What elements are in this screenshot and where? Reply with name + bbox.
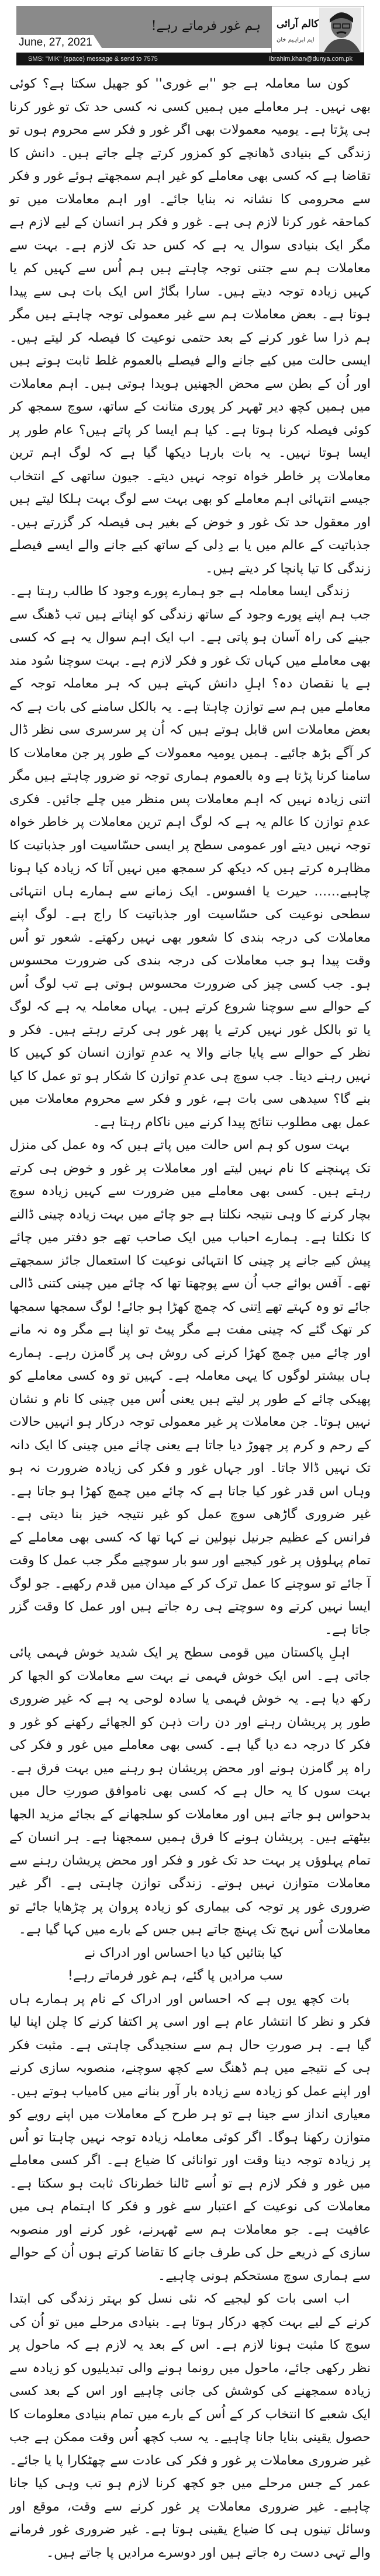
verse-line: کیا بتائیں کیا دیا احساس اور ادراک نے [84, 1945, 283, 1960]
author-name: ایم ابراہیم خان [277, 37, 315, 43]
column-brand: کالم آرائی [277, 18, 319, 30]
author-email: ibrahim.khan@dunya.com.pk [269, 55, 353, 63]
publish-date: June, 27, 2021 [19, 36, 92, 48]
column-title: ہم غور فرماتے رہے! [151, 19, 261, 33]
contact-bar [16, 53, 364, 65]
couplet [9, 1942, 371, 1988]
paragraph: بات کچھ یوں ہے کہ احساس اور ادراک کے نام پر ہمارے ہاں فکر و نظر کا انتشار عام ہے اور اسی پر اکتفا کرنے کا چلن اپنا لیا گیا ہے۔ ہر صورتِ حال ہم سے سنجیدگی چاہتی ہے۔ مثبت فکر ہی کے نتیجے میں ہم ڈھنگ سے کچھ سوچنے، منصوبہ سازی کرنے اور اپنے عمل کو زیادہ سے زیادہ بار آور بنانے میں کامیاب ہوتے ہیں۔ معیاری انداز سے جینا ہے تو ہر طرح کے معاملات میں اپنے رویے کو متوازن رکھنا ہوگا۔ اگر کوئی معاملہ زیادہ توجہ نہیں چاہتا تو اُس پر زیادہ توجہ دینا وقت اور توانائی کا ضیاع ہے۔ اگر کسی معاملے میں غور و فکر لازم ہے تو اُسے ٹالنا خطرناک ثابت ہو سکتا ہے۔ معاملات کی نوعیت کے اعتبار سے غور و فکر کا اہتمام ہی میں عافیت ہے۔ جو معاملات ہم سے ٹھہرنے، غور کرنے اور منصوبہ سازی کے ذریعے حل کی طرف جانے کا تقاضا کرتے ہوں اُن کے حوالے سے ہماری سوچ مستحکم ہونی چاہیے۔ [9, 1991, 371, 2283]
author-portrait-icon [319, 8, 361, 52]
paragraph: زندگی ایسا معاملہ ہے جو ہمارے پورے وجود کا طالب رہتا ہے۔ جب ہم اپنے پورے وجود کے ساتھ زندگی کو اپناتے ہیں تب ڈھنگ سے جینے کی راہ آسان ہو پاتی ہے۔ اب ایک اہم سوال یہ ہے کہ کسی بھی معاملے میں کہاں تک غور و فکر لازم ہے۔ بہت سوچنا سُود مند ہے یا نقصان دہ؟ اہلِ دانش کہتے ہیں کہ ہر معاملہ توجہ کے معاملے میں ہم سے توازن چاہتا ہے۔ یہ بالکل سامنے کی بات ہے کہ بعض معاملات اس قابل ہوتے ہیں کہ اُن پر سرسری سی نظر ڈال کر آگے بڑھ جائیے۔ ہمیں یومیہ معمولات کے طور پر جن معاملات کا سامنا کرنا پڑتا ہے وہ بالعموم ہماری توجہ تو ضرور چاہتے ہیں مگر اتنی زیادہ نہیں کہ اہم معاملات پس منظر میں چلے جائیں۔ فکری عدمِ توازن کا عالم یہ ہے کہ لوگ اہم ترین معاملات پر خاطر خواہ توجہ نہیں دیتے اور عمومی سطح پر ایسی حسّاسیت اور جذباتیت کا مظاہرہ کرتے ہیں کہ دیکھ کر سمجھ میں نہیں آتا کہ زیادہ کیا ہونا چاہیے…… حیرت یا افسوس۔ ایک زمانے سے ہمارے ہاں انتہائی سطحی نوعیت کی حسّاسیت اور جذباتیت کا راج ہے۔ لوگ اپنے معاملات کی درجہ بندی کا شعور بھی نہیں رکھتے۔ شعور تو اُس وقت پیدا ہو جب معاملات کی درجہ بندی کی ضرورت محسوس ہو۔ جب کسی چیز کی ضرورت محسوس ہوتی ہے تب لوگ اُس کے حوالے سے سوچنا شروع کرتے ہیں۔ یہاں معاملہ یہ ہے کہ لوگ یا تو بالکل غور نہیں کرتے یا پھر غور ہی کرتے رہتے ہیں۔ فکر و نظر کے حوالے سے پایا جانے والا یہ عدمِ توازن انسان کو کہیں کا نہیں رہنے دیتا۔ جب سوچ ہی عدمِ توازن کا شکار ہو تو عمل کا کیا بنے گا؟ سیدھی سی بات ہے، غور و فکر سے محروم معاملات میں عمل بھی مطلوب نتائج پیدا کرنے میں ناکام رہتا ہے۔ [9, 584, 371, 1130]
paragraph: کون سا معاملہ ہے جو ''بے غوری'' کو جھیل سکتا ہے؟ کوئی بھی نہیں۔ ہر معاملے میں ہمیں کسی نہ کسی حد تک تو غور کرنا ہی پڑتا ہے۔ یومیہ معمولات بھی اگر غور و فکر سے محروم ہوں تو زندگی کے بنیادی ڈھانچے کو کمزور کرتے چلے جاتے ہیں۔ دانش کا تقاضا ہے کہ کسی بھی معاملے کو غیر اہم سمجھتے ہوئے غور و فکر سے محرومی کا نشانہ نہ بنایا جائے۔ اور اہم معاملات میں تو کماحقہ غور کرنا لازم ہی ہے۔ غور و فکر ہر انسان کے لیے لازم ہے مگر ایک بنیادی سوال یہ ہے کہ کس حد تک لازم ہے۔ بہت سے معاملات ہم سے جتنی توجہ چاہتے ہیں ہم اُس سے کہیں کم یا کہیں زیادہ توجہ دیتے ہیں۔ سارا بگاڑ اس ایک بات ہی سے پیدا ہوتا ہے۔ بعض معاملات ہم سے غیر معمولی توجہ چاہتے ہیں مگر ہم ذرا سا غور کرنے کے بعد حتمی نوعیت کا فیصلہ کر لیتے ہیں۔ ایسی حالت میں کیے جانے والے فیصلے بالعموم غلط ثابت ہوتے ہیں اور اُن کے بطن سے محض الجھنیں ہویدا ہوتی ہیں۔ اہم معاملات میں ہمیں کچھ دیر ٹھہر کر پوری متانت کے ساتھ، سوچ سمجھ کر کوئی فیصلہ کرنا ہوتا ہے۔ کیا ہم ایسا کر پاتے ہیں؟ عام طور پر ایسا ہوتا نہیں۔ یہ بات بارہا دیکھا گیا ہے کہ لوگ اہم ترین معاملات پر خاطر خواہ توجہ نہیں دیتے۔ جیون ساتھی کے انتخاب جیسے انتہائی اہم معاملے کو بھی بہت سے لوگ بہت ہلکا لیتے ہیں اور معقول حد تک غور و خوض کے بغیر ہی فیصلہ کر گزرتے ہیں۔ جذباتیت کے عالم میں یا بے دِلی کے ساتھ کیے جانے والے ایسے فیصلے زندگی کا تیا پانچا کر دیتے ہیں۔ [9, 77, 371, 576]
author-box [271, 6, 364, 53]
column-header [16, 0, 364, 53]
verse-line: سب مرادیں پا گئے، ہم غور فرماتے رہے! [67, 1969, 283, 1983]
paragraph: اہلِ پاکستان میں قومی سطح پر ایک شدید خوش فہمی پائی جاتی ہے۔ اس ایک خوش فہمی نے بہت سے معاملات کو الجھا کر رکھ دیا ہے۔ یہ خوش فہمی یا سادہ لوحی یہ ہے کہ غیر ضروری طور پر پریشان رہنے اور دن رات ذہن کو الجھائے رکھنے کو غور و فکر کا درجہ دے دیا گیا ہے۔ کسی بھی معاملے میں غور و فکر کی راہ پر گامزن ہونے اور محض پریشان ہو رہنے میں بہت فرق ہے۔ بہت سوں کا یہ حال ہے کہ کسی بھی ناموافق صورتِ حال میں بدحواس ہو جاتے ہیں اور معاملات کو سلجھانے کے بجائے مزید الجھا بیٹھتے ہیں۔ پریشان ہونے کا فرق ہمیں سمجھنا ہے۔ ہر انسان کے تمام پہلوؤں پر بہت حد تک غور و فکر اور محض پریشان رہنے سے معاملات متوازن نہیں ہوتے۔ زندگی توازن چاہتی ہے۔ اگر غیر ضروری غور پر توجہ کی بیماری کو زیادہ پروان پر چڑھایا جائے تو معاملات اُس نہج تک پہنچ جاتے ہیں جس کے بارے میں کہا گیا ہے۔ [9, 1645, 371, 1937]
paragraph: بہت سوں کو ہم اس حالت میں پاتے ہیں کہ وہ عمل کی منزل تک پہنچنے کا نام نہیں لیتے اور معاملات پر غور و خوض ہی کرتے رہتے ہیں۔ کسی بھی معاملے میں ضرورت سے کہیں زیادہ سوچ بچار کرنے کا وہی نتیجہ نکلتا ہے جو چائے میں بہت زیادہ چینی ڈالنے کا نکلتا ہے۔ ہمارے احباب میں ایک صاحب تھے جو دفتر میں چائے پیش کیے جانے پر چینی کا انتہائی نوعیت کا استعمال جائز سمجھتے تھے۔ آفس بوائے جب اُن سے پوچھتا تھا کہ چائے میں چینی کتنی ڈالی جائے تو وہ کہتے تھے اِتنی کہ چمچ کھڑا ہو جائے! لوگ سمجھا سمجھا کر تھک گئے کہ چینی مفت ہے مگر پیٹ تو اپنا ہے مگر وہ نہ مانے اور چائے میں چمچ کھڑا کرنے کی روش ہی پر گامزن رہے۔ ہمارے ہاں بیشتر لوگوں کا یہی معاملہ ہے۔ کہیں تو وہ کسی معاملے کو پھیکی چائے کے طور پر لیتے ہیں یعنی اُس میں چینی کا نام و نشان نہیں ہوتا۔ جن معاملات پر غیر معمولی توجہ درکار ہو انہیں حالات کے رحم و کرم پر چھوڑ دیا جاتا ہے یعنی چائے میں چینی کا ایک دانہ تک نہیں ڈالا جاتا۔ اور جہاں غور و فکر کی زیادہ ضرورت نہ ہو وہاں اس قدر غور کیا جاتا ہے کہ چائے میں چمچ کھڑا ہو جاتا ہے۔ غیر ضروری گاڑھی سوچ عمل کو غیر نتیجہ خیز بنا دیتی ہے۔ فرانس کے عظیم جرنیل نپولین نے کہا تھا کہ کسی بھی معاملے کے تمام پہلوؤں پر غور کیجیے اور سو بار سوچیے مگر جب عمل کا وقت آ جائے تو سوچنے کا عمل ترک کر کے میدان میں قدم رکھیے۔ جو لوگ ایسا نہیں کرتے وہ سوچتے ہی رہ جاتے ہیں اور عمل کا وقت گزر جاتا ہے۔ [9, 1138, 371, 1637]
paragraph: اب اسی بات کو لیجیے کہ نئی نسل کو بہتر زندگی کی ابتدا کرنے کے لیے بہت کچھ درکار ہوتا ہے۔ بنیادی مرحلے میں تو اُن کی سوچ کا مثبت ہونا لازم ہے۔ اس کے بعد یہ لازم ہے کہ ماحول پر نظر رکھی جائے، ماحول میں رونما ہونے والی تبدیلیوں کو زیادہ سے زیادہ سمجھنے کی کوشش کی جانی چاہیے اور اس کے بعد کسی ایک شعبے کا انتخاب کر کے اُس کے بارے میں تمام بنیادی معلومات کا حصول یقینی بنایا جانا چاہیے۔ یہ سب کچھ اُس وقت ممکن ہے جب غیر ضروری معاملات پر غور و فکر کی عادت سے چھٹکارا پا یا جائے۔ عمر کے جس مرحلے میں جو کچھ کرنا لازم ہو تب وہی کیا جانا چاہیے۔ غیر ضروری معاملات پر غور کرنے سے وقت، موقع اور وسائل تینوں ہی کا ضیاع یقینی ہوتا ہے۔ غیر ضروری غور فرمانے والے تہی دست رہ جاتے ہیں اور دوسرے مرادیں پا جاتے ہیں۔ [9, 2292, 371, 2560]
article-body [0, 65, 380, 2576]
sms-info: SMS: "MIK" (space) message & send to 7575 [28, 55, 158, 63]
